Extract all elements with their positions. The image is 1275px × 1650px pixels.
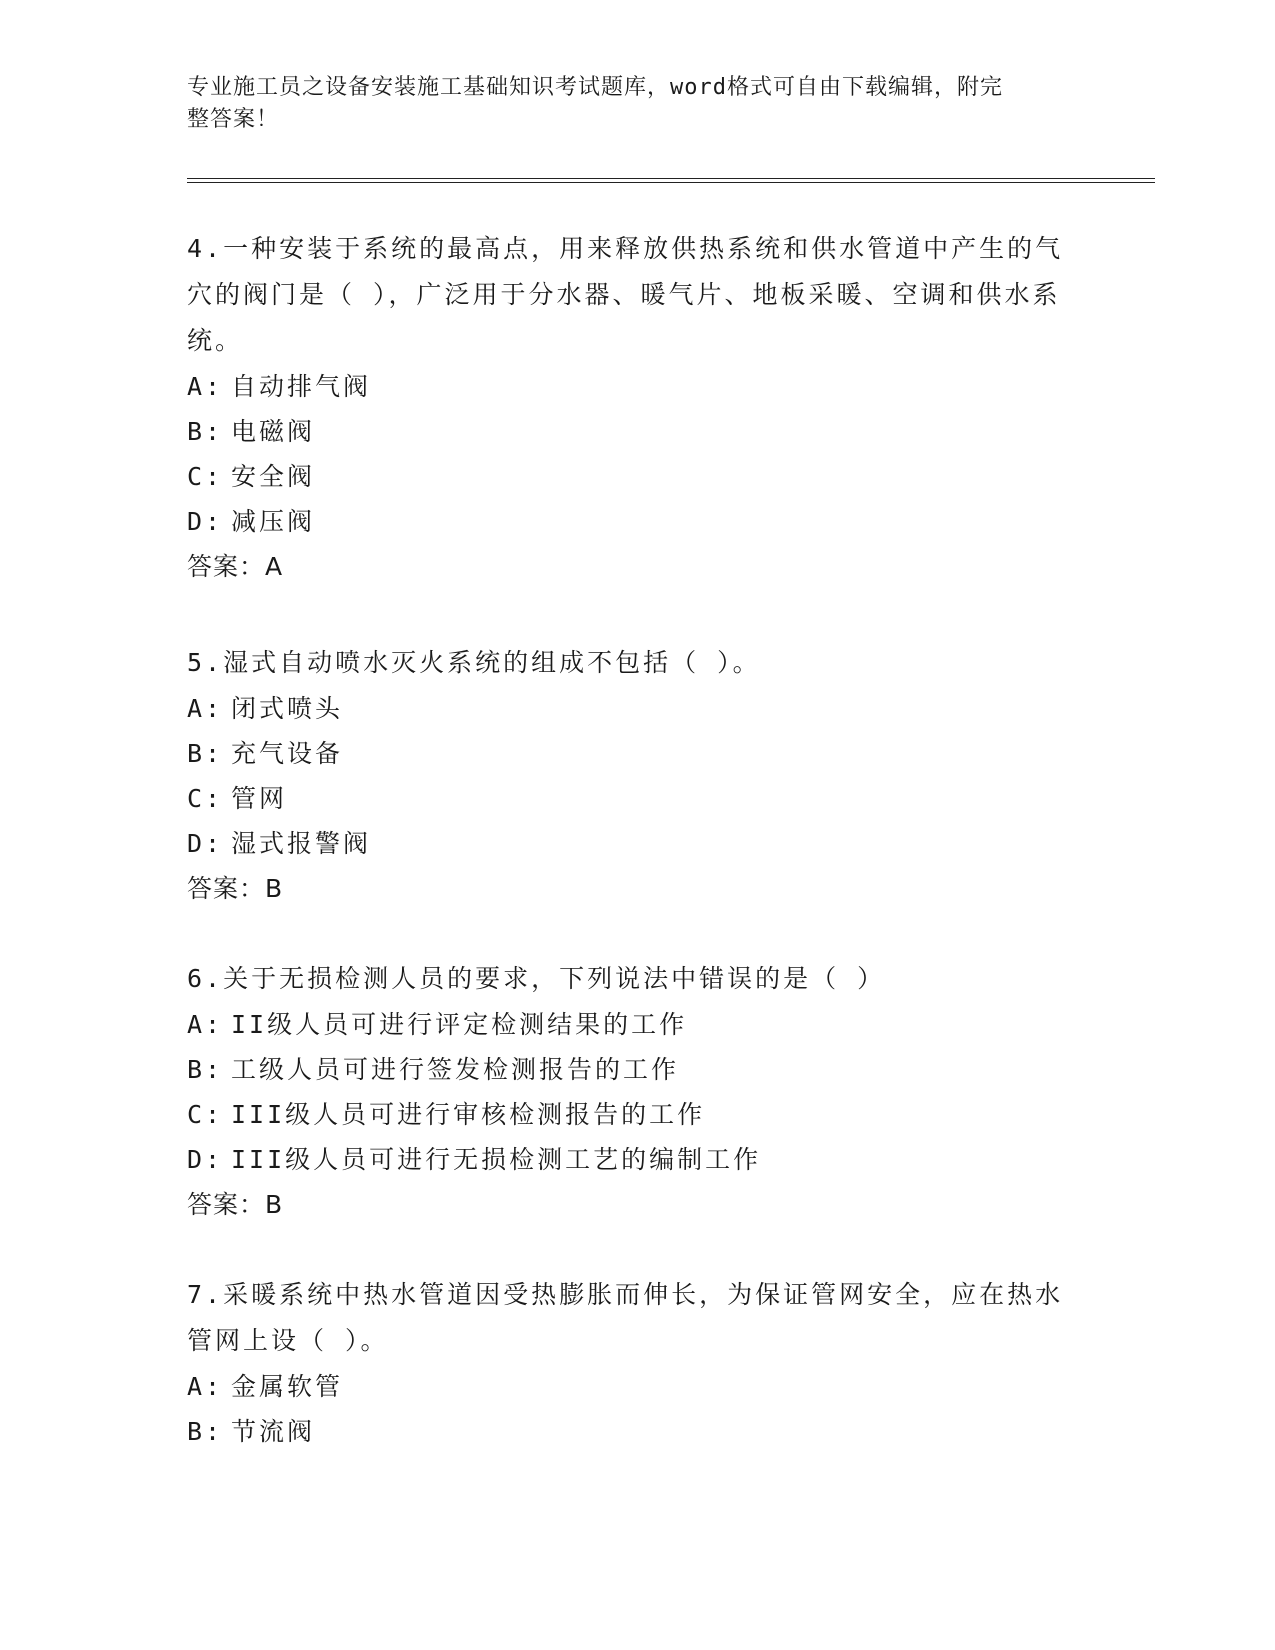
option-key: A: xyxy=(187,1010,224,1039)
option-b xyxy=(187,731,1087,776)
option-text: 自动排气阀 xyxy=(231,372,372,401)
option-text: 充气设备 xyxy=(231,739,344,768)
answer-label: 答案：B xyxy=(187,1190,284,1219)
option-text: 电磁阀 xyxy=(231,417,316,446)
option-key: D: xyxy=(187,1145,224,1174)
option-text: 闭式喷头 xyxy=(231,694,344,723)
option-c xyxy=(187,454,1087,499)
answer-label: 答案：B xyxy=(187,874,284,903)
option-b xyxy=(187,1047,1087,1092)
option-text: 管网 xyxy=(231,784,288,813)
option-key: C: xyxy=(187,784,224,813)
document-title-line-2: 整答案！ xyxy=(187,107,280,132)
option-d xyxy=(187,1137,1087,1182)
option-text: III级人员可进行审核检测报告的工作 xyxy=(231,1100,706,1129)
document-title-line-1: 专业施工员之设备安装施工基础知识考试题库，word格式可自由下载编辑，附完 xyxy=(187,75,1003,100)
option-key: B: xyxy=(187,417,224,446)
option-key: A: xyxy=(187,694,224,723)
option-key: A: xyxy=(187,372,224,401)
question-stem: 7.采暖系统中热水管道因受热膨胀而伸长，为保证管网安全，应在热水管网上设（ ）。 xyxy=(187,1280,1064,1355)
option-key: D: xyxy=(187,829,224,858)
option-d xyxy=(187,821,1087,866)
option-text: 安全阀 xyxy=(231,462,316,491)
question-stem: 4.一种安装于系统的最高点，用来释放供热系统和供水管道中产生的气穴的阀门是（ ），广泛用于分水器、暖气片、地板采暖、空调和供水系统。 xyxy=(187,234,1064,355)
option-key: D: xyxy=(187,507,224,536)
document-header xyxy=(187,72,1067,136)
option-text: II级人员可进行评定检测结果的工作 xyxy=(231,1010,688,1039)
option-a xyxy=(187,1002,1087,1047)
option-text: 金属软管 xyxy=(231,1372,344,1401)
option-text: 湿式报警阀 xyxy=(231,829,372,858)
option-key: C: xyxy=(187,1100,224,1129)
option-a xyxy=(187,1364,1087,1409)
question-7 xyxy=(187,1272,1087,1454)
question-4 xyxy=(187,226,1087,590)
option-text: 节流阀 xyxy=(231,1417,316,1446)
header-double-rule xyxy=(187,178,1155,183)
option-c xyxy=(187,776,1087,821)
option-b xyxy=(187,409,1087,454)
option-key: B: xyxy=(187,1055,224,1084)
question-5 xyxy=(187,640,1087,912)
option-key: B: xyxy=(187,1417,224,1446)
option-c xyxy=(187,1092,1087,1137)
option-text: 减压阀 xyxy=(231,507,316,536)
question-6 xyxy=(187,956,1087,1228)
option-text: 工级人员可进行签发检测报告的工作 xyxy=(231,1055,680,1084)
option-key: C: xyxy=(187,462,224,491)
option-a xyxy=(187,686,1087,731)
option-key: B: xyxy=(187,739,224,768)
option-text: III级人员可进行无损检测工艺的编制工作 xyxy=(231,1145,762,1174)
option-a xyxy=(187,364,1087,409)
question-stem: 5.湿式自动喷水灭火系统的组成不包括（ ）。 xyxy=(187,648,761,677)
answer-label: 答案：A xyxy=(187,552,284,581)
option-d xyxy=(187,499,1087,544)
question-stem: 6.关于无损检测人员的要求，下列说法中错误的是（ ） xyxy=(187,964,886,993)
option-key: A: xyxy=(187,1372,224,1401)
option-b xyxy=(187,1409,1087,1454)
